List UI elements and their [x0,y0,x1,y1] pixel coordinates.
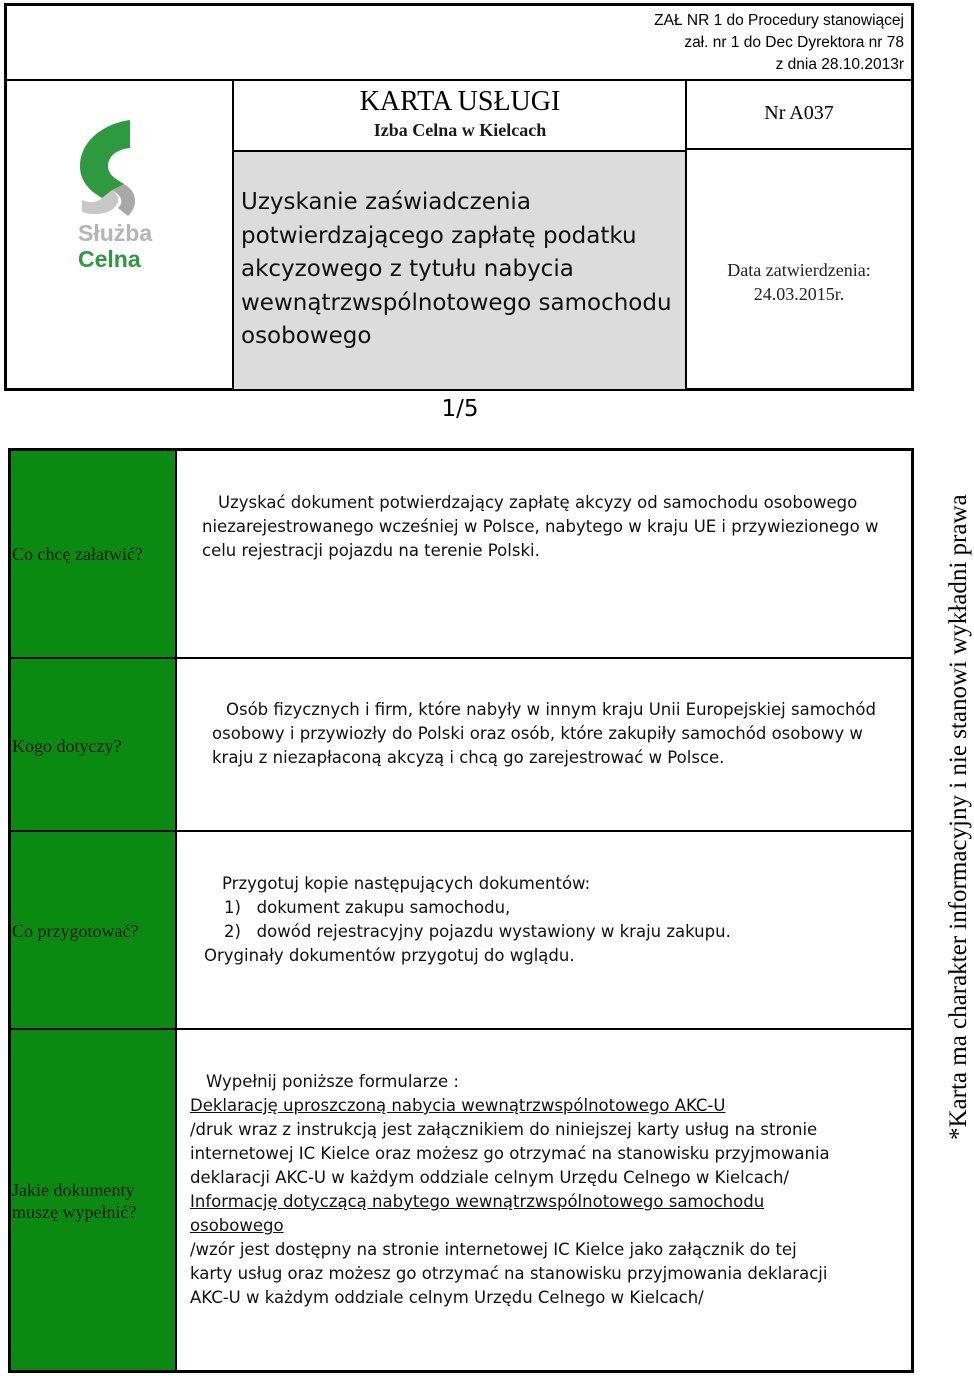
label-column [11,451,175,1370]
logo-line-2: Celna [78,246,141,272]
card-title: KARTA USŁUGI [359,86,561,117]
procedure-note-line: zał. nr 1 do Dec Dyrektora nr 78 [684,34,904,51]
approval-label: Data zatwierdzenia: [727,260,871,280]
text-co-chce: Uzyskać dokument potwierdzający zapłatę akcyzy od samochodu osobowego niezarejestrowanego wcześniej w Polsce, nabytego w kraju UE i przywiezionego w celu rejestracji pojazdu na terenie Polski. [202,493,879,560]
office-name: Izba Celna w Kielcach [373,120,547,140]
disclaimer: *Karta ma charakter informacyjny i nie stanowi wykładni prawa [945,494,972,1140]
label-co-przygotowac: Co przygotować? [12,921,139,941]
number-divider [687,148,912,150]
page-number: 1/5 [441,396,479,422]
text-jakie-dokumenty [190,1070,830,1310]
form-note: /wzór jest dostępny na stronie internetowej IC Kielce jako załącznik do tej karty usług oraz możesz go otrzymać na stanowisku przyjmowania deklaracji AKC-U w każdym oddziale celnym Urzędu Celnego w Kielcach/ [190,1240,828,1307]
prepare-item: 2) dowód rejestracyjny pojazdu wystawiony w kraju zakupu. [224,922,731,941]
row-divider [11,1028,911,1030]
prepare-outro: Oryginały dokumentów przygotuj do wglądu. [204,946,575,965]
procedure-note-line: ZAŁ NR 1 do Procedury stanowiącej [654,12,904,29]
text-co-przygotowac [204,872,894,968]
prepare-item: 1) dokument zakupu samochodu, [224,898,511,917]
approval-date-block [690,258,908,306]
label-jakie-dokumenty [12,1179,172,1223]
text-kogo: Osób fizycznych i firm, które nabyły w innym kraju Unii Europejskiej samochód osobowy i przywiozły do Polski oraz osób, które zakupiły samochód osobowy w kraju z niezapłaconą akcyzą i chcą go zarejestrować w Polsce. [212,700,876,767]
service-title: Uzyskanie zaświadczenia potwierdzającego zapłatę podatku akcyzowego z tytułu nabycia wewnątrzwspólnotowego samochodu osobowego [241,189,672,349]
row-divider [11,657,911,659]
card-number: Nr A037 [764,102,834,124]
form-link-akc-u[interactable]: Deklarację uproszczoną nabycia wewnątrzwspólnotowego AKC-U [190,1096,726,1115]
forms-intro: Wypełnij poniższe formularze : [206,1072,459,1091]
approval-date: 24.03.2015r. [753,284,845,304]
logo-text [78,220,198,272]
label-kogo: Kogo dotyczy? [12,736,122,756]
procedure-note [484,10,904,76]
label-co-chce: Co chcę załatwić? [12,544,143,564]
form-note: /druk wraz z instrukcją jest załącznikiem do niniejszej karty usług na stronie internetowej IC Kielce oraz możesz go otrzymać na stanowisku przyjmowania deklaracji AKC-U w każdym oddziale celnym Urzędu Celnego w Kielcach/ [190,1120,830,1187]
prepare-intro: Przygotuj kopie następujących dokumentów: [222,874,591,893]
logo-line-1: Służba [78,220,153,246]
label-line: Jakie dokumenty [12,1180,135,1200]
column-divider [175,451,177,1370]
header-divider [7,79,912,81]
form-link-information[interactable]: Informację dotyczącą nabytego wewnątrzwspólnotowego samochodu osobowego [190,1192,765,1235]
label-line: muszę wypełnić? [12,1202,137,1222]
row-divider [11,830,911,832]
right-column-divider [685,81,687,389]
procedure-note-line: z dnia 28.10.2013r [775,56,904,73]
